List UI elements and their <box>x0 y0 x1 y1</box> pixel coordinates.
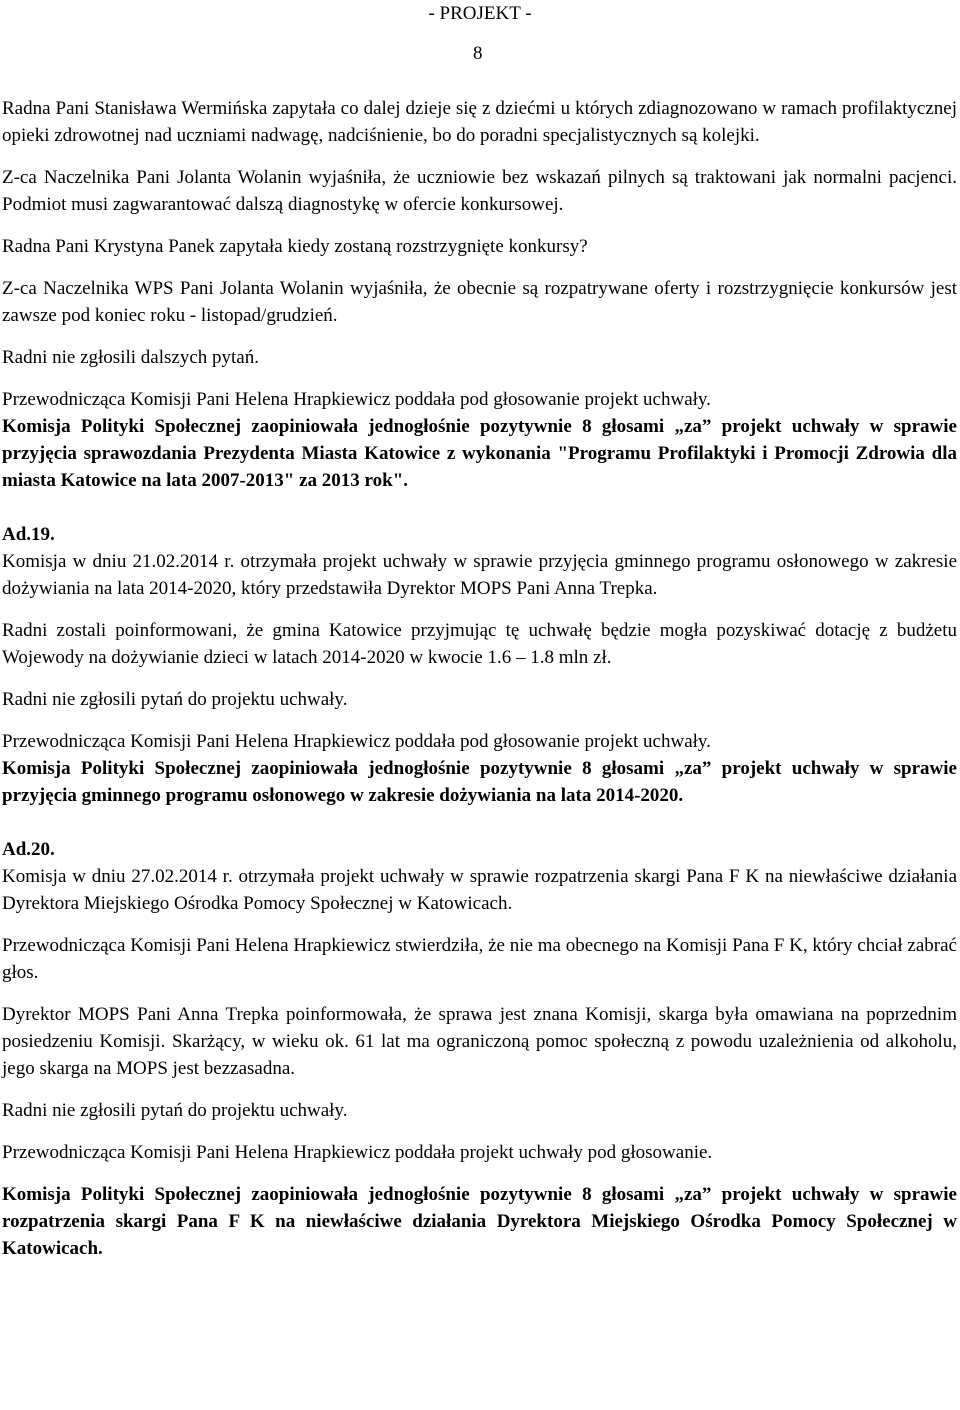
section-heading: Ad.20. <box>2 839 55 860</box>
paragraph: Komisja w dniu 21.02.2014 r. otrzymała projekt uchwały w sprawie przyjęcia gminnego programu osłonowego w zakresie dożywiania na lata 2014-2020, który przedstawiła Dyrektor MOPS Pani Anna Trepka. <box>2 551 957 599</box>
resolution-paragraph: Komisja Polityki Społecznej zaopiniowała jednogłośnie pozytywnie 8 głosami „za” projekt uchwały w sprawie przyjęcia sprawozdania Prezydenta Miasta Katowice z wykonania "Programu Profilaktyki i Promocji Zdrowia dla miasta Katowice na lata 2007-2013" za 2013 rok". <box>2 416 957 491</box>
paragraph: Z-ca Naczelnika Pani Jolanta Wolanin wyjaśniła, że uczniowie bez wskazań pilnych są traktowani jak normalni pacjenci. Podmiot musi zagwarantować dalszą diagnostykę w ofercie konkursowej. <box>2 167 957 215</box>
project-label: - PROJEKT - <box>428 3 532 24</box>
paragraph: Komisja w dniu 27.02.2014 r. otrzymała projekt uchwały w sprawie rozpatrzenia skargi Pana F K na niewłaściwe działania Dyrektora Miejskiego Ośrodka Pomocy Społecznej w Katowicach. <box>2 866 957 914</box>
resolution-paragraph: Komisja Polityki Społecznej zaopiniowała jednogłośnie pozytywnie 8 głosami „za” projekt uchwały w sprawie rozpatrzenia skargi Pana F K na niewłaściwe działania Dyrektora Miejskiego Ośrodka Pomocy Społecznej w Katowicach. <box>2 1184 957 1259</box>
paragraph: Przewodnicząca Komisji Pani Helena Hrapkiewicz poddała pod głosowanie projekt uchwały. <box>2 731 711 752</box>
paragraph: Radni nie zgłosili dalszych pytań. <box>2 347 259 368</box>
resolution-paragraph: Komisja Polityki Społecznej zaopiniowała jednogłośnie pozytywnie 8 głosami „za” projekt uchwały w sprawie przyjęcia gminnego programu osłonowego w zakresie dożywiania na lata 2014-2020. <box>2 758 957 806</box>
page-number: 8 <box>473 43 483 64</box>
paragraph: Radna Pani Krystyna Panek zapytała kiedy zostaną rozstrzygnięte konkursy? <box>2 236 588 257</box>
document-body <box>2 95 957 1262</box>
paragraph: Z-ca Naczelnika WPS Pani Jolanta Wolanin wyjaśniła, że obecnie są rozpatrywane oferty i rozstrzygnięcie konkursów jest zawsze pod koniec roku - listopad/grudzień. <box>2 278 957 326</box>
paragraph: Radni nie zgłosili pytań do projektu uchwały. <box>2 689 348 710</box>
section-heading: Ad.19. <box>2 524 55 545</box>
paragraph: Radni zostali poinformowani, że gmina Katowice przyjmując tę uchwałę będzie mogła pozyskiwać dotację z budżetu Wojewody na dożywianie dzieci w latach 2014-2020 w kwocie 1.6 – 1.8 mln zł. <box>2 620 957 668</box>
paragraph: Przewodnicząca Komisji Pani Helena Hrapkiewicz poddała projekt uchwały pod głosowanie. <box>2 1142 713 1163</box>
paragraph: Przewodnicząca Komisji Pani Helena Hrapkiewicz poddała pod głosowanie projekt uchwały. <box>2 389 711 410</box>
paragraph: Przewodnicząca Komisji Pani Helena Hrapkiewicz stwierdziła, że nie ma obecnego na Komisji Pana F K, który chciał zabrać głos. <box>2 935 957 983</box>
paragraph: Radna Pani Stanisława Wermińska zapytała co dalej dzieje się z dziećmi u których zdiagnozowano w ramach profilaktycznej opieki zdrowotnej nad uczniami nadwagę, nadciśnienie, bo do poradni specjalistycznych są kolejki. <box>2 98 957 146</box>
paragraph: Radni nie zgłosili pytań do projektu uchwały. <box>2 1100 348 1121</box>
paragraph: Dyrektor MOPS Pani Anna Trepka poinformowała, że sprawa jest znana Komisji, skarga była omawiana na poprzednim posiedzeniu Komisji. Skarżący, w wieku ok. 61 lat ma ograniczoną pomoc społeczną z powodu uzależnienia od alkoholu, jego skarga na MOPS jest bezzasadna. <box>2 1004 957 1079</box>
page-header <box>0 0 960 64</box>
